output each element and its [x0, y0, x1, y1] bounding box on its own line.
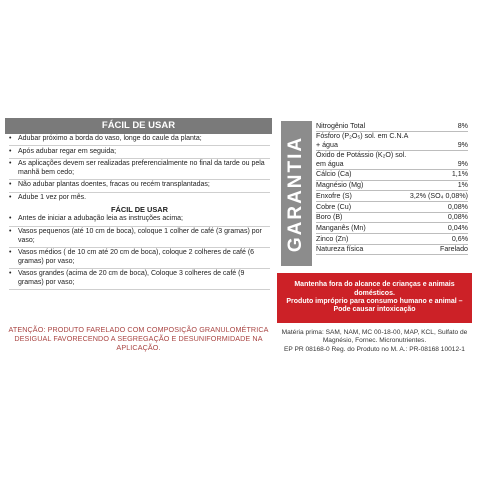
granulometry-warning: ATENÇÃO: PRODUTO FARELADO COM COMPOSIÇÃO GRANULOMÉTRICA DESIGUAL FAVORECENDO A SEGREGAÇÃO E DESUNIFORMIDADE NA APLICAÇÃO. — [8, 325, 269, 352]
list-item-text: Vasos pequenos (até 10 cm de boca), coloque 1 colher de café (3 gramas) por vaso; — [18, 228, 262, 244]
guarantee-title: GARANTIA — [285, 135, 307, 252]
row-value: 0,6% — [451, 234, 468, 243]
row-label: Boro (B) — [316, 213, 343, 222]
table-row — [316, 213, 468, 224]
bullet-icon: • — [9, 228, 12, 236]
list-item-text: As aplicações devem ser realizadas preferencialmente no final da tarde ou pela manhã bem cedo; — [18, 160, 265, 176]
row-value: 0,08% — [447, 202, 468, 211]
row-label: Cálcio (Ca) — [316, 170, 352, 179]
safety-warning-line: Produto impróprio para consumo humano e animal – Pode causar intoxicação — [286, 298, 463, 314]
usage-list — [5, 134, 272, 290]
row-label: Magnésio (Mg) — [316, 181, 364, 190]
table-row — [316, 223, 468, 234]
table-row — [316, 181, 468, 192]
row-label: + água — [316, 140, 338, 149]
guarantee-table — [316, 121, 468, 255]
row-label: em água — [316, 159, 344, 168]
list-item-text: Vasos médios ( de 10 cm até 20 cm de boca), coloque 2 colheres de café (6 gramas) por vaso; — [18, 249, 255, 265]
row-label: Natureza física — [316, 245, 364, 254]
list-item — [9, 228, 270, 248]
list-item — [9, 194, 270, 204]
row-value: 9% — [457, 159, 468, 168]
safety-warning-line: Mantenha fora do alcance de crianças e animais domésticos. — [294, 281, 455, 297]
table-row — [316, 132, 468, 151]
row-label: Enxofre (S) — [316, 191, 352, 200]
row-value: Farelado — [440, 245, 468, 254]
row-value: 0,08% — [447, 213, 468, 222]
row-value: 3,2% (SO₄ 0,08%) — [409, 191, 468, 200]
table-row — [316, 170, 468, 181]
bullet-icon: • — [9, 270, 12, 278]
usage-header: FÁCIL DE USAR — [5, 118, 272, 134]
row-value: 0,04% — [447, 223, 468, 232]
table-row — [316, 202, 468, 213]
registration-info — [277, 329, 472, 354]
list-item — [9, 148, 270, 159]
row-label: Manganês (Mn) — [316, 223, 366, 232]
list-item — [9, 181, 270, 192]
row-label: Zinco (Zn) — [316, 234, 349, 243]
raw-materials-text: Matéria prima: SAM, NAM, MC 00-18-00, MAP, KCL, Sulfato de Magnésio, Fornec. Micronutrientes. — [281, 329, 468, 345]
guarantee-band — [281, 121, 312, 266]
row-label: Cobre (Cu) — [316, 202, 352, 211]
bullet-icon: • — [9, 160, 12, 168]
list-item-text: Adubar próximo a borda do vaso, longe do caule da planta; — [18, 135, 202, 142]
list-item — [9, 215, 270, 226]
bullet-icon: • — [9, 147, 12, 155]
list-item-text: Antes de iniciar a adubação leia as instruções acima; — [18, 215, 183, 223]
bullet-icon: • — [9, 249, 12, 257]
table-row — [316, 234, 468, 245]
list-item-text: Vasos grandes (acima de 20 cm de boca), Coloque 3 colheres de café (9 gramas) por vaso; — [18, 270, 245, 286]
row-label: Nitrogênio Total — [316, 121, 366, 130]
usage-panel — [5, 118, 272, 292]
row-value: 8% — [457, 121, 468, 130]
row-value: 1% — [457, 181, 468, 190]
bullet-icon: • — [9, 181, 12, 189]
product-label — [0, 118, 480, 363]
bullet-icon: • — [9, 135, 12, 142]
bullet-icon: • — [9, 193, 12, 201]
row-value: 9% — [457, 140, 468, 149]
list-item — [9, 135, 270, 146]
table-row — [316, 191, 468, 202]
table-row — [316, 151, 468, 170]
table-row — [316, 245, 468, 256]
row-value: 1,1% — [451, 170, 468, 179]
list-item-text: Após adubar regar em seguida; — [18, 147, 117, 155]
list-item — [9, 249, 270, 269]
safety-warning-box — [277, 273, 472, 323]
row-label: Fósforo (P₂O₅) sol. em C.N.A — [316, 132, 409, 141]
list-item-text: Não adubar plantas doentes, fracas ou recém transplantadas; — [18, 181, 210, 189]
bullet-icon: • — [9, 215, 12, 223]
table-row — [316, 121, 468, 132]
list-item — [9, 270, 270, 290]
list-item — [9, 160, 270, 180]
list-item-text: Adube 1 vez por mês. — [18, 193, 87, 201]
usage-subtitle: FÁCIL DE USAR — [111, 205, 168, 215]
row-label: Óxido de Potássio (K₂O) sol. — [316, 151, 407, 160]
registration-number: EP PR 08168-0 Reg. do Produto no M. A.: PR-08168 10012-1 — [284, 345, 465, 353]
